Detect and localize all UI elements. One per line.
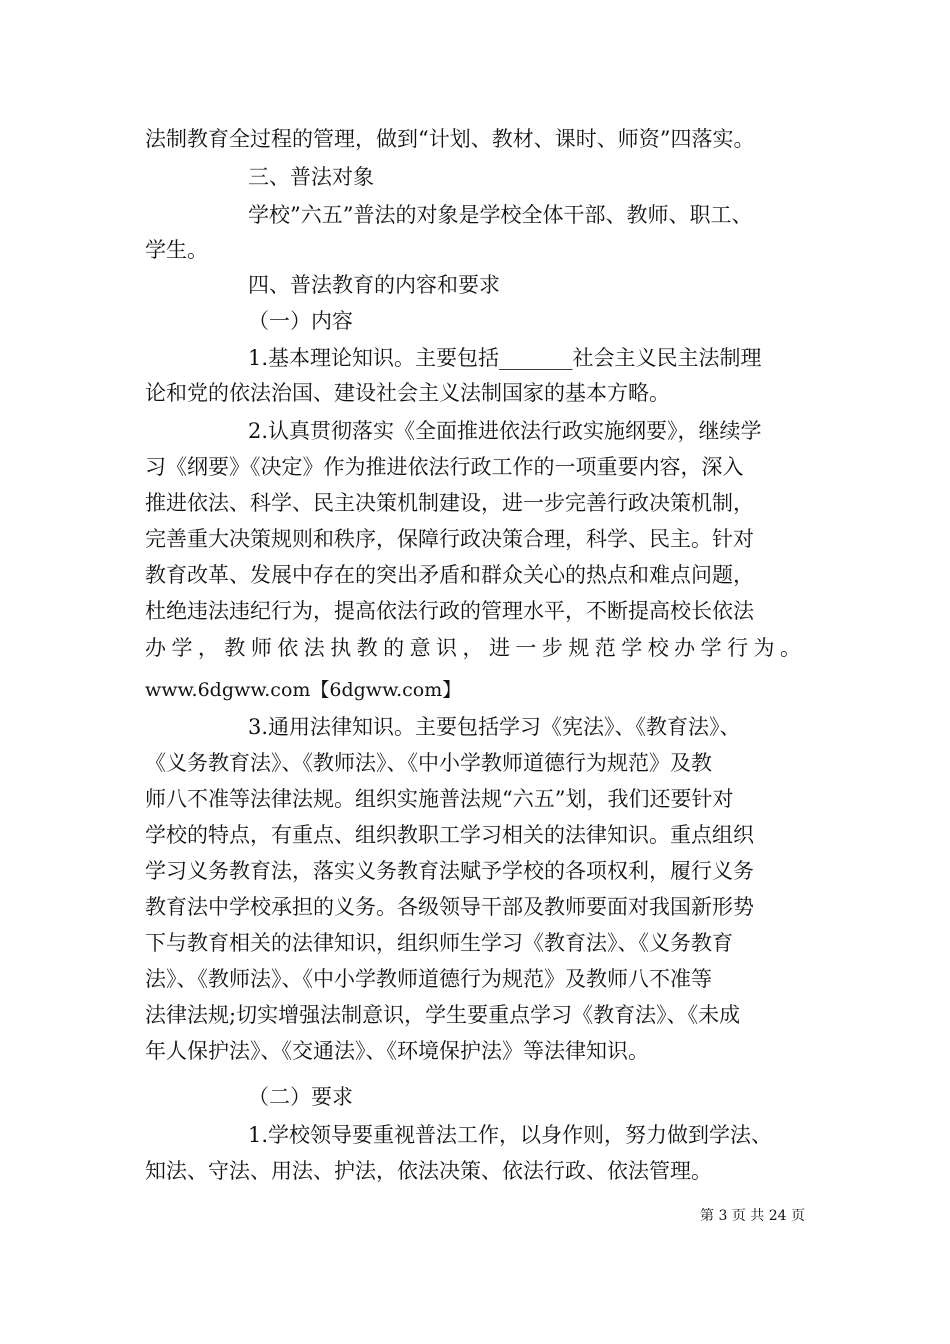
text-line: 1.基本理论知识。主要包括_______社会主义民主法制理 xyxy=(248,346,762,370)
page-number-footer: 第 3 页 共 24 页 xyxy=(700,1208,805,1224)
text-line: 年人保护法》、《交通法》、《环境保护法》等法律知识。 xyxy=(145,1039,649,1063)
text-line: 下与教育相关的法律知识，组织师生学习《教育法》、《义务教育 xyxy=(145,931,733,955)
text-line: 2.认真贯彻落实《全面推进依法行政实施纲要》，继续学 xyxy=(248,419,762,443)
text-line: 法律法规;切实增强法制意识，学生要重点学习《教育法》、《未成 xyxy=(145,1003,741,1027)
text-line: 教育法中学校承担的义务。各级领导干部及教师要面对我国新形势 xyxy=(145,895,754,919)
text-line: 3.通用法律知识。主要包括学习《宪法》、《教育法》、 xyxy=(248,715,741,739)
text-line: 法》、《教师法》、《中小学教师道德行为规范》及教师八不准等 xyxy=(145,967,712,991)
text-line: 办学，教师依法执教的意识，进一步规范学校办学行为。 xyxy=(145,636,805,660)
website-text: www.6dgww.com【6dgww.com】 xyxy=(145,679,462,701)
subsection-heading: （一）内容 xyxy=(248,309,353,333)
text-line: 知法、守法、用法、护法，依法决策、依法行政、依法管理。 xyxy=(145,1159,712,1183)
section-heading: 三、普法对象 xyxy=(248,165,374,189)
text-line: 学校”六五”普法的对象是学校全体干部、教师、职工、 xyxy=(248,203,753,227)
text-line: 学生。 xyxy=(145,238,208,262)
text-line: 习《纲要》《决定》作为推进依法行政工作的一项重要内容，深入 xyxy=(145,455,744,479)
text-line: 学习义务教育法，落实义务教育法赋予学校的各项权利，履行义务 xyxy=(145,859,754,883)
text-line: 法制教育全过程的管理，做到“计划、教材、课时、师资”四落实。 xyxy=(145,127,755,151)
text-line: 学校的特点，有重点、组织教职工学习相关的法律知识。重点组织 xyxy=(145,823,754,847)
text-line: 论和党的依法治国、建设社会主义法制国家的基本方略。 xyxy=(145,381,670,405)
text-line: 完善重大决策规则和秩序，保障行政决策合理，科学、民主。针对 xyxy=(145,527,754,551)
subsection-heading: （二）要求 xyxy=(248,1085,353,1109)
text-line: 推进依法、科学、民主决策机制建设，进一步完善行政决策机制， xyxy=(145,491,754,515)
text-line: 杜绝违法违纪行为，提高依法行政的管理水平，不断提高校长依法 xyxy=(145,599,754,623)
section-heading: 四、普法教育的内容和要求 xyxy=(248,273,500,297)
text-line: 师八不准等法律法规。组织实施普法规“六五”划，我们还要针对 xyxy=(145,787,734,811)
text-line: 1.学校领导要重视普法工作，以身作则，努力做到学法、 xyxy=(248,1123,773,1147)
text-line: 《义务教育法》、《教师法》、《中小学教师道德行为规范》及教 xyxy=(145,751,712,775)
text-line: 教育改革、发展中存在的突出矛盾和群众关心的热点和难点问题， xyxy=(145,563,754,587)
